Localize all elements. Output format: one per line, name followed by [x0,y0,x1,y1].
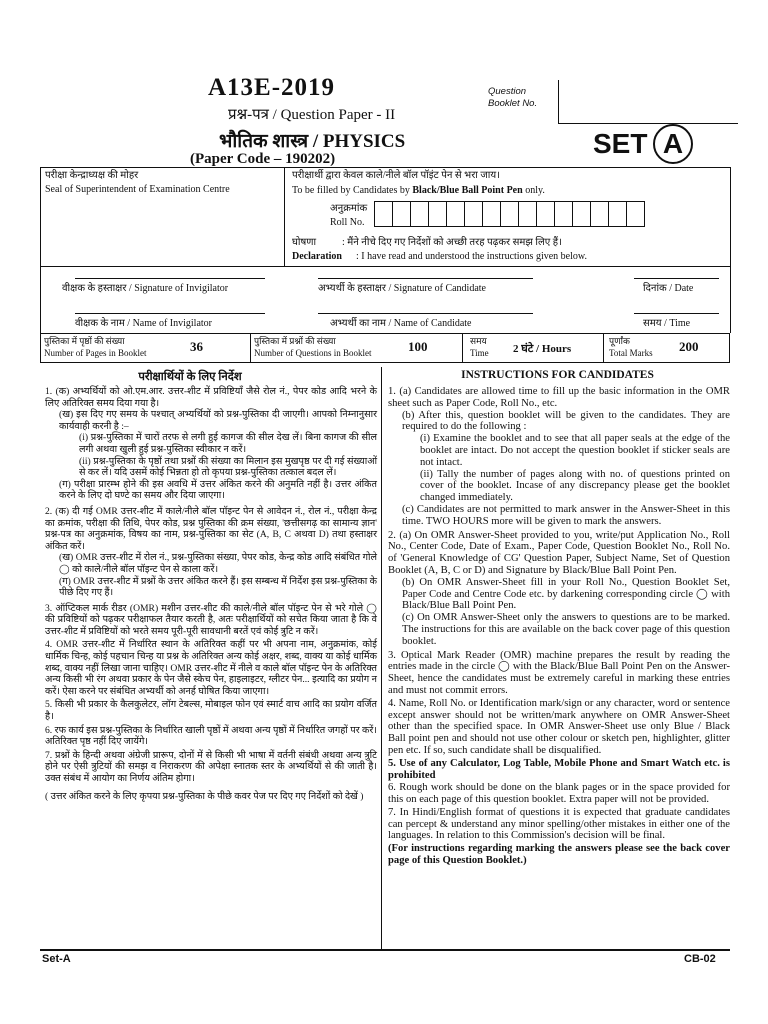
hindi-instruction: 2. (क) दी गई OMR उत्तर-शीट में काले/नीले बॉल पॉइन्ट पेन से आवेदन नं., रोल नं., परीक्षा केन्द्र का क्रमांक, परीक्षा की तिथि, पेपर कोड, प्रश्न पुस्तिका की क्रम संख्या, 'छत्तीसगढ़ का सामान्य ज्ञान' प्रश्न-पत्र का अनुक्रमांक, विषय का नाम, प्रश्न-पुस्तिका का सेट (A, B, C अथवा D) तथा हस्ताक्षर अंकित करें। [45,505,377,552]
pages-label-hindi: पुस्तिका में पृष्ठों की संख्या [44,336,125,346]
info-divider-2 [462,333,463,363]
pages-label-english: Number of Pages in Booklet [44,348,147,358]
roll-digit-box[interactable] [536,201,555,227]
footer-set: Set-A [42,953,71,965]
fill-instruction-part2: only. [522,185,545,196]
hindi-instructions-heading: परीक्षार्थियों के लिए निर्देश [138,371,242,383]
roll-digit-box[interactable] [518,201,537,227]
frame-top [40,167,730,168]
candidate-name-label: अभ्यर्थी का नाम / Name of Candidate [330,318,472,329]
english-instruction: (c) Candidates are not permitted to mark answer in the Answer-Sheet in this time. TWO HOURS more will be given to mark the answers. [402,503,730,527]
declaration-english: : I have read and understood the instructions given below. [356,251,587,262]
info-divider-3 [603,333,604,363]
english-instruction: 4. Name, Roll No. or Identification mark/sign or any character, word or sentence except answer should not be written/mark anywhere on OMR Answer-Sheet other than the specified space. In OMR Answer-Sheet use only Blue / Black Ball point pen and should not use other colour or sketch pen, highlighter, glitter pen etc. If so, such candidate shall be disqualified. [388,697,730,756]
booklet-no-label-line2: Booklet No. [488,98,538,109]
time-value: 2 घंटे / Hours [513,343,572,355]
english-instruction: 3. Optical Mark Reader (OMR) machine prepares the result by reading the entries made in the circle ◯ with the Black/Blue Ball Point Pen on the Answer-Sheet, hence the candidates must be extremely careful in marking these entries and must not commit errors. [388,649,730,696]
time-label: समय / Time [643,318,691,329]
info-divider-1 [250,333,251,363]
date-line[interactable] [634,278,719,279]
english-instruction: (b) On OMR Answer-Sheet fill in your Roll No., Question Booklet Set, Paper Code and Centre Code etc. by darkening corresponding circle ◯ with Black/Blue Ball Point Pen. [402,576,730,612]
seal-hindi: परीक्षा केन्द्राध्यक्ष की मोहर [45,170,139,181]
questions-label-english: Number of Questions in Booklet [254,348,372,358]
declaration-label: Declaration [292,251,342,262]
roll-label-hindi: अनुक्रमांक [330,203,368,214]
english-instruction: (b) After this, question booklet will be given to the candidates. They are required to do the following : [402,409,730,433]
hindi-instruction: (ग) परीक्षा प्रारम्भ होने की इस अवधि में उत्तर अंकित करने की अनुमति नहीं है। उत्तर अंकित करने के लिए दो घण्टे का समय और दिया जाएगा। [59,478,377,502]
marks-label-hindi: पूर्णांक [609,336,630,346]
hindi-instruction: (ii) प्रश्न-पुस्तिका के पृष्ठों तथा प्रश्नों की संख्या का मिलान इस मुखपृष्ठ पर दी गई संख्याओं से कर लें। यदि उसमें कोई भिन्नता हो तो कृपया प्रश्न-पुस्तिका तत्काल बदल लें। [79,455,377,479]
hindi-instruction: 4. OMR उत्तर-शीट में निर्धारित स्थान के अतिरिक्त कहीं पर भी अपना नाम, अनुक्रमांक, कोई धार्मिक चिन्ह, कोई पहचान चिन्ह या प्रश्न के अतिरिक्त अन्य कोई अक्षर, शब्द, वाक्य या कोई धार्मिक शब्द, वाक्य नहीं लिखा जाना चाहिए। OMR उत्तर-शीट में नीले व काले बॉल पॉइन्ट पेन के अतिरिक्त अन्य किसी भी रंग अथवा प्रकार के पेन जैसे स्केच पेन, हाइलाइटर, ग्लीटर पेन... इत्यादि का प्रयोग न करें। ऐसा करने पर संबंधित अभ्यर्थी को अनर्ह घोषित किया जाएगा। [45,639,377,697]
marks-label-english: Total Marks [609,348,653,358]
candidate-signature-line[interactable] [318,278,533,279]
hindi-instruction: (ग) OMR उत्तर-शीट में प्रश्नों के उत्तर अंकित करने हैं। इस सम्बन्ध में निर्देश इस प्रश्न-पुस्तिका के पीछे दिए गए हैं। [59,575,377,599]
hindi-instruction: 3. ऑप्टिकल मार्क रीडर (OMR) मशीन उत्तर-शीट की काले/नीले बॉल पॉइन्ट पेन से भरे गोले ◯ की प्रविष्टियों को पढ़कर परीक्षाफल तैयार करती है, अतः परीक्षार्थियों को सचेत किया जाता है कि वे उत्तर-शीट में प्रविष्टियों को भरते समय पूरी-पूरी सावधानी बरतें एवं कोई त्रुटि न करें। [45,602,377,637]
time-label-hindi: समय [470,336,487,346]
booklet-no-label-line1: Question [488,86,527,97]
footer-rule [40,949,730,951]
roll-label-english: Roll No. [330,217,365,228]
roll-digit-box[interactable] [608,201,627,227]
pages-value: 36 [190,339,203,354]
set-label: SET [593,128,648,159]
english-instruction: (i) Examine the booklet and to see that all paper seals at the edge of the booklet are intact. Do not accept the question booklet if sticker seals are not intact. [420,433,730,468]
hindi-instruction: 1. (क) अभ्यर्थियों को ओ.एम.आर. उत्तर-शीट में प्रविष्टियाँ जैसे रोल नं., पेपर कोड आदि भरने के लिए अतिरिक्त समय दिया गया है। [45,386,377,409]
roll-digit-box[interactable] [446,201,465,227]
roll-digit-box[interactable] [392,201,411,227]
invigilator-name-label: वीक्षक के नाम / Name of Invigilator [75,318,212,329]
roll-digit-box[interactable] [374,201,393,227]
questions-label-hindi: पुस्तिका में प्रश्नों की संख्या [254,336,336,346]
booklet-no-underline [558,123,738,124]
declaration-hindi: : मैंने नीचे दिए गए निर्देशों को अच्छी तरह पढ़कर समझ लिए हैं। [342,237,562,248]
candidate-signature-label: अभ्यर्थी के हस्ताक्षर / Signature of Candidate [318,283,486,294]
english-instruction: 1. (a) Candidates are allowed time to fill up the basic information in the OMR sheet such as Paper Code, Roll No., etc. [388,386,730,409]
frame-left [40,167,41,333]
hindi-instruction: 5. किसी भी प्रकार के कैलकुलेटर, लॉग टेबल्स, मोबाइल फोन एवं स्मार्ट वाच आदि का प्रयोग वर्जित है। [45,699,377,723]
time-label-english: Time [470,348,489,358]
frame-divider [284,167,285,267]
frame-mid [40,266,730,267]
hindi-instruction: (ख) OMR उत्तर-शीट में रोल नं., प्रश्न-पुस्तिका संख्या, पेपर कोड, केन्द्र कोड आदि संबंधित गोले ◯ को काले/नीले बॉल पॉइन्ट पेन से काला करें। [59,552,377,575]
roll-digit-box[interactable] [554,201,573,227]
booklet-no-label [488,86,537,110]
roll-digit-box[interactable] [410,201,429,227]
declaration-hindi-label: घोषणा [292,237,317,248]
roll-digit-box[interactable] [500,201,519,227]
invigilator-signature-label: वीक्षक के हस्ताक्षर / Signature of Invigilator [62,283,229,294]
hindi-instruction: 6. रफ कार्य इस प्रश्न-पुस्तिका के निर्धारित खाली पृष्ठों में अथवा अन्य पृष्ठों में निर्धारित जगहों पर करें। अतिरिक्त पृष्ठ नहीं दिए जायेंगे। [45,724,377,748]
english-instruction: (ii) Tally the number of pages along with no. of questions printed on cover of the booklet. Incase of any discrepancy please get the booklet changed immediately. [420,468,730,504]
english-instruction: 6. Rough work should be done on the blank pages or in the space provided for this on each page of this question booklet. Extra paper will not be provided. [388,782,730,806]
english-instructions-heading: INSTRUCTIONS FOR CANDIDATES [461,369,654,381]
invigilator-signature-line[interactable] [75,278,265,279]
candidate-name-line[interactable] [318,313,533,314]
roll-digit-box[interactable] [428,201,447,227]
exam-code: A13E-2019 [208,74,336,101]
booklet-no-divider [558,80,559,124]
roll-digit-box[interactable] [590,201,609,227]
set-badge: A [653,124,693,164]
english-instructions [388,386,730,867]
roll-digit-box[interactable] [626,201,645,227]
column-divider [381,367,382,949]
date-label: दिनांक / Date [643,283,694,294]
roll-digit-box[interactable] [464,201,483,227]
footer-code: CB-02 [684,953,716,965]
english-instruction: 2. (a) On OMR Answer-Sheet provided to you, write/put Application No., Roll No., Center Code, Date of Exam., Paper Code, Question Booklet No., Roll No. of 'General Knowledge of CG' Question Paper, Subject Name, Set of Question Booklet (A, B, C or D) and Signature by Black/Blue Ball Point Pen. [388,529,730,576]
roll-digit-box[interactable] [572,201,591,227]
time-line[interactable] [634,313,719,314]
invigilator-name-line[interactable] [75,313,265,314]
fill-instruction-part1: To be filled by Candidates by [292,185,413,196]
questions-value: 100 [408,339,428,354]
marks-value: 200 [679,339,699,354]
roll-number-boxes[interactable] [374,201,645,227]
roll-digit-box[interactable] [482,201,501,227]
frame-right [730,167,731,333]
paper-code: (Paper Code – 190202) [190,151,336,167]
subject-title: भौतिक शास्त्र / PHYSICS [219,131,406,152]
english-instruction: (c) On OMR Answer-Sheet only the answers to questions are to be marked. The instructions for this are available on the back cover page of this question booklet. [402,612,730,647]
fill-instruction-english [292,184,545,197]
hindi-instruction: ( उत्तर अंकित करने के लिए कृपया प्रश्न-पुस्तिका के पीछे कवर पेज पर दिए गए निर्देशों को देखें ) [45,790,364,802]
english-instruction: 7. In Hindi/English format of questions it is expected that graduate candidates can percept & understand any minor spelling/other mistakes in either one of the languages. In relation to this Commission's decision will be final. [388,806,730,842]
paper-title: प्रश्न-पत्र / Question Paper - II [228,107,396,123]
fill-instruction-hindi: परीक्षार्थी द्वारा केवल काले/नीले बॉल पॉइंट पेन से भरा जाय। [292,170,500,181]
fill-instruction-pen: Black/Blue Ball Point Pen [412,185,523,196]
hindi-instruction: 7. प्रश्नों के हिन्दी अथवा अंग्रेजी प्रारूप, दोनों में से किसी भी भाषा में वर्तनी संबंधी अथवा अन्य त्रुटि होने पर ऐसी त्रुटियों की समझ व निराकरण की अपेक्षा स्नातक स्तर के अभ्यर्थियों से की जाती है। उक्त संबंध में आयोग का निर्णय अंतिम होगा। [45,749,377,784]
hindi-instruction: (ख) इस दिए गए समय के पश्चात् अभ्यर्थियों को प्रश्न-पुस्तिका दी जाएगी। आपको निम्नानुसार कार्यवाही करनी है :– [59,409,377,432]
english-instruction: 5. Use of any Calculator, Log Table, Mobile Phone and Smart Watch etc. is prohibited [388,757,730,781]
hindi-instruction: (i) प्रश्न-पुस्तिका में चारों तरफ से लगी हुई कागज की सील देख लें। बिना कागज की सील लगी अथवा खुली हुई प्रश्न-पुस्तिका स्वीकार न करें। [79,432,377,455]
hindi-instructions [45,386,377,802]
seal-english: Seal of Superintendent of Examination Centre [45,184,230,195]
english-instruction: (For instructions regarding marking the answers please see the back cover page of this Question Booklet.) [388,843,730,867]
